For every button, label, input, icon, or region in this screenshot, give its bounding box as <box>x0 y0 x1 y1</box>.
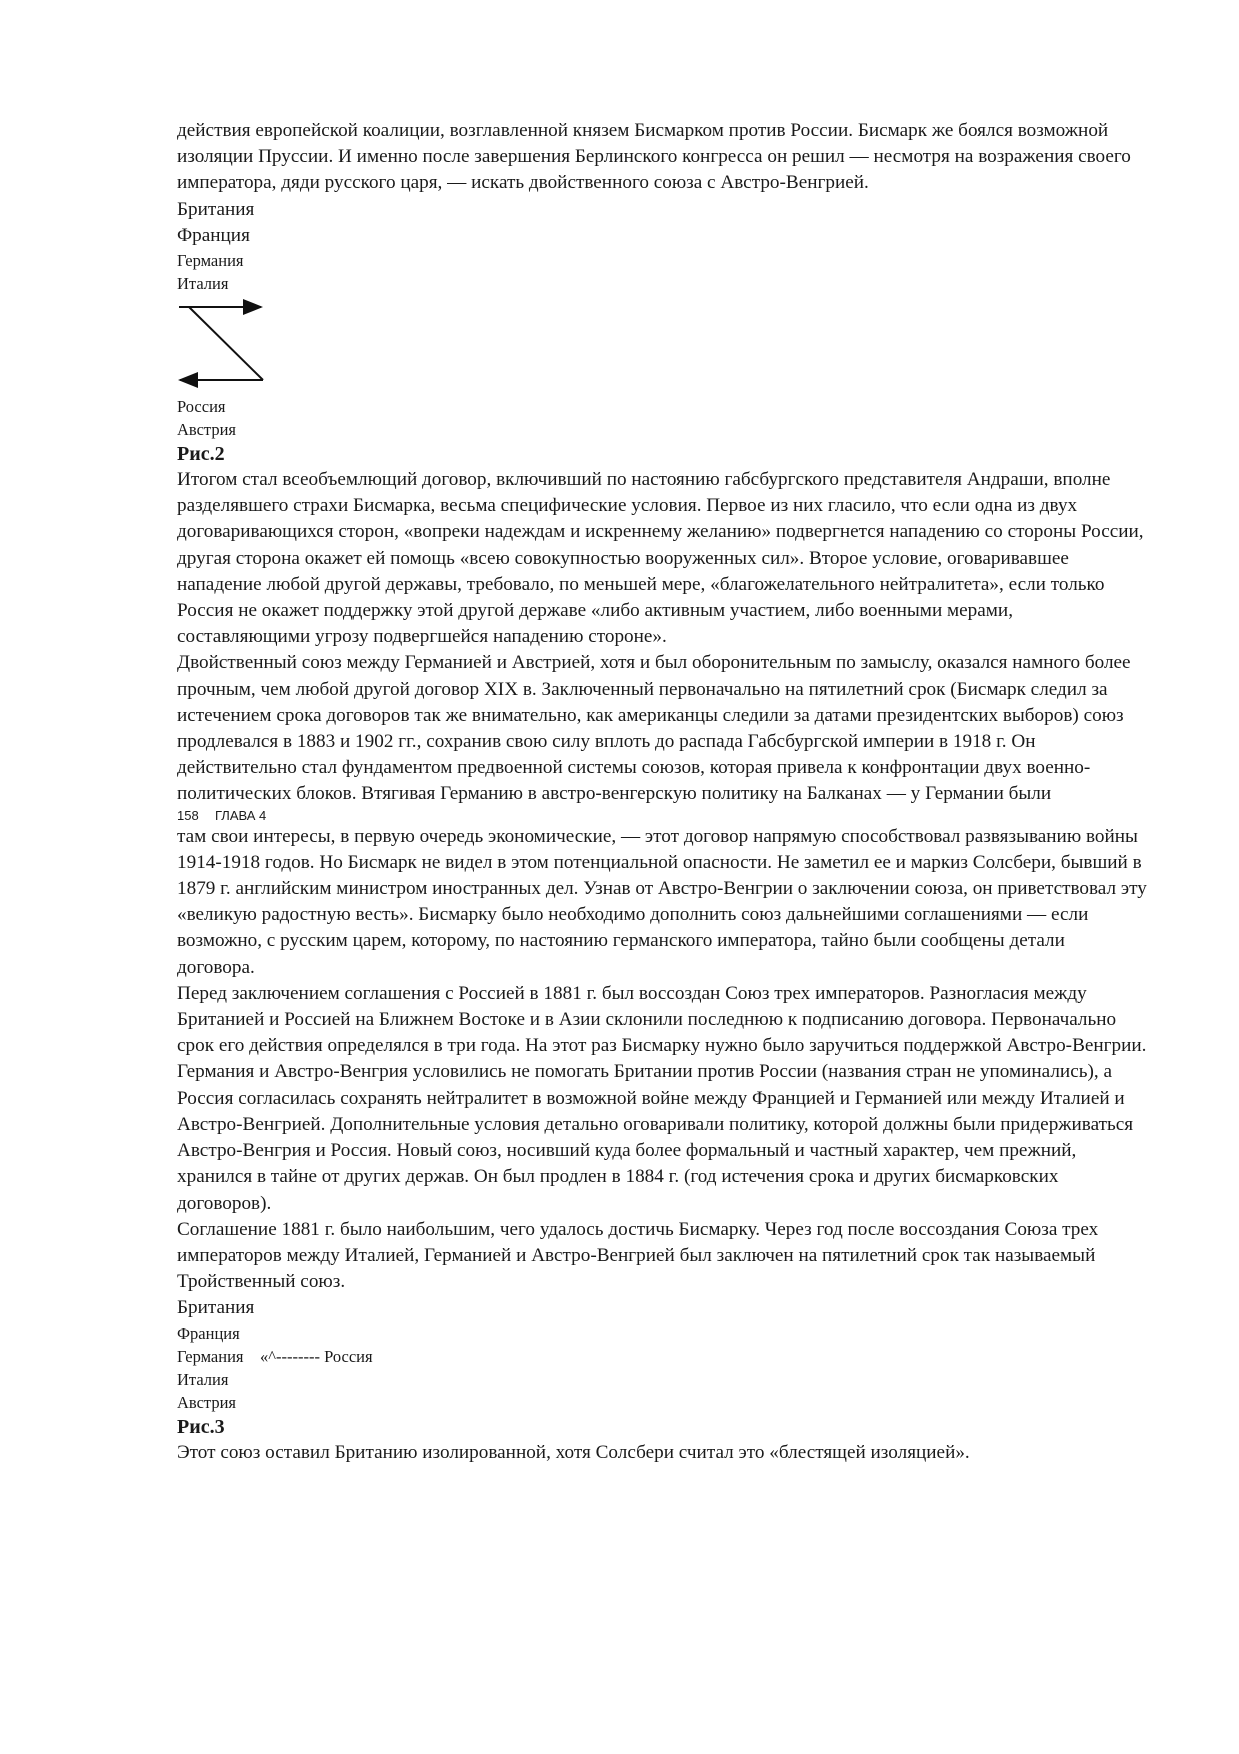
fig2-label-russia: Россия <box>177 397 226 417</box>
fig3-label-austria: Австрия <box>177 1392 237 1412</box>
paragraph-3: Двойственный союз между Германией и Австрией, хотя и был оборонительным по замыслу, оказался намного более прочным, чем любой другой договор XIX в. Заключенный первоначально на пятилетний срок (Бисмарк следил за истечением срока договоров так же внимательно, как американцы следили за датами президентских выборов) союз продлевался в 1883 и 1902 гг., сохранив свою силу вплоть до распада Габсбургской империи в 1918 г. Он действительно стал фундаментом предвоенной системы союзов, которая привела к конфронтации двух военно-политических блоков. Втягивая Германию в австро-венгерскую политику на Балканах — у Германии были <box>177 652 1131 805</box>
fig3-germany-row <box>177 1345 1147 1368</box>
fig2-caption: Рис.2 <box>177 443 225 466</box>
figure-3 <box>177 1295 1147 1439</box>
fig3-label-britain: Британия <box>177 1297 255 1319</box>
fig2-diagonal-line <box>189 307 263 380</box>
fig3-arrow-russia: «^-------- Россия <box>260 1346 373 1366</box>
fig2-label-austria: Австрия <box>177 420 237 440</box>
fig3-label-france: Франция <box>177 1323 240 1343</box>
fig2-label-france: Франция <box>177 224 250 246</box>
fig2-label-italy: Италия <box>177 274 229 294</box>
paragraph-1: действия европейской коалиции, возглавленной князем Бисмарком против России. Бисмарк же боялся возможной изоляции Пруссии. И именно после завершения Берлинского конгресса он решил — несмотря на возражения своего императора, дяди русского царя, — искать двойственного союза с Австро-Венгрией. <box>177 120 1131 194</box>
fig3-label-italy: Италия <box>177 1369 229 1389</box>
page-header <box>177 808 1147 824</box>
document-page <box>177 118 1147 1466</box>
paragraph-4: там свои интересы, в первую очередь экономические, — этот договор напрямую способствовал развязыванию войны 1914-1918 годов. Но Бисмарк не видел в этом потенциальной опасности. Не заметил ее и маркиз Солсбери, бывший в 1879 г. английским министром иностранных дел. Узнав от Австро-Венгрии о заключении союза, он приветствовал эту «великую радостную весть». Бисмарку было необходимо дополнить союз дальнейшими соглашениями — если возможно, с русским царем, которому, по настоянию германского императора, тайно были сообщены детали договора. <box>177 825 1147 978</box>
chapter-label: ГЛАВА 4 <box>215 807 267 823</box>
fig2-label-germany: Германия <box>177 251 244 271</box>
paragraph-7: Этот союз оставил Британию изолированной, хотя Солсбери считал это «блестящей изоляцией». <box>177 1441 970 1463</box>
fig3-label-germany: Германия <box>177 1346 244 1366</box>
figure-2 <box>177 197 1147 467</box>
fig3-caption: Рис.3 <box>177 1415 225 1438</box>
fig2-label-britain: Британия <box>177 198 255 220</box>
page-number: 158 <box>177 807 199 823</box>
paragraph-5: Перед заключением соглашения с Россией в 1881 г. был воссоздан Союз трех императоров. Разногласия между Британией и Россией на Ближнем Востоке и в Азии склонили последнюю к подписанию договора. Первоначально срок его действия определялся в три года. На этот раз Бисмарку нужно было заручиться поддержкой Австро-Венгрии. Германия и Австро-Венгрия условились не помогать Британии против России (названия стран не упоминались), а Россия согласилась сохранять нейтралитет в возможной войне между Францией и Германией или между Италией и Австро-Венгрией. Дополнительные условия детально оговаривали политику, которой должны были придерживаться Австро-Венгрия и Россия. Новый союз, носивший куда более формальный и частный характер, чем прежний, хранился в тайне от других держав. Он был продлен в 1884 г. (год истечения срока и других бисмарковских договоров). <box>177 982 1147 1214</box>
paragraph-2: Итогом стал всеобъемлющий договор, включивший по настоянию габсбургского представителя Андраши, вполне разделявшего страхи Бисмарка, весьма специфические условия. Первое из них гласило, что если одна из двух договаривающихся сторон, «вопреки надеждам и искреннему желанию» подвергнется нападению со стороны России, другая сторона окажет ей помощь «всею совокупностью вооруженных сил». Второе условие, оговаривавшее нападение любой другой державы, требовало, по меньшей мере, «благожелательного нейтралитета», если только Россия не окажет поддержку этой другой державе «либо активным участием, либо военными мерами, составляющими угрозу подвергшейся нападению стороне». <box>177 469 1144 648</box>
fig2-arrow-diagram <box>177 295 277 395</box>
paragraph-6: Соглашение 1881 г. было наибольшим, чего удалось достичь Бисмарку. Через год после воссоздания Союза трех императоров между Италией, Германией и Австро-Венгрией был заключен на пятилетний срок так называемый Тройственный союз. <box>177 1218 1099 1293</box>
